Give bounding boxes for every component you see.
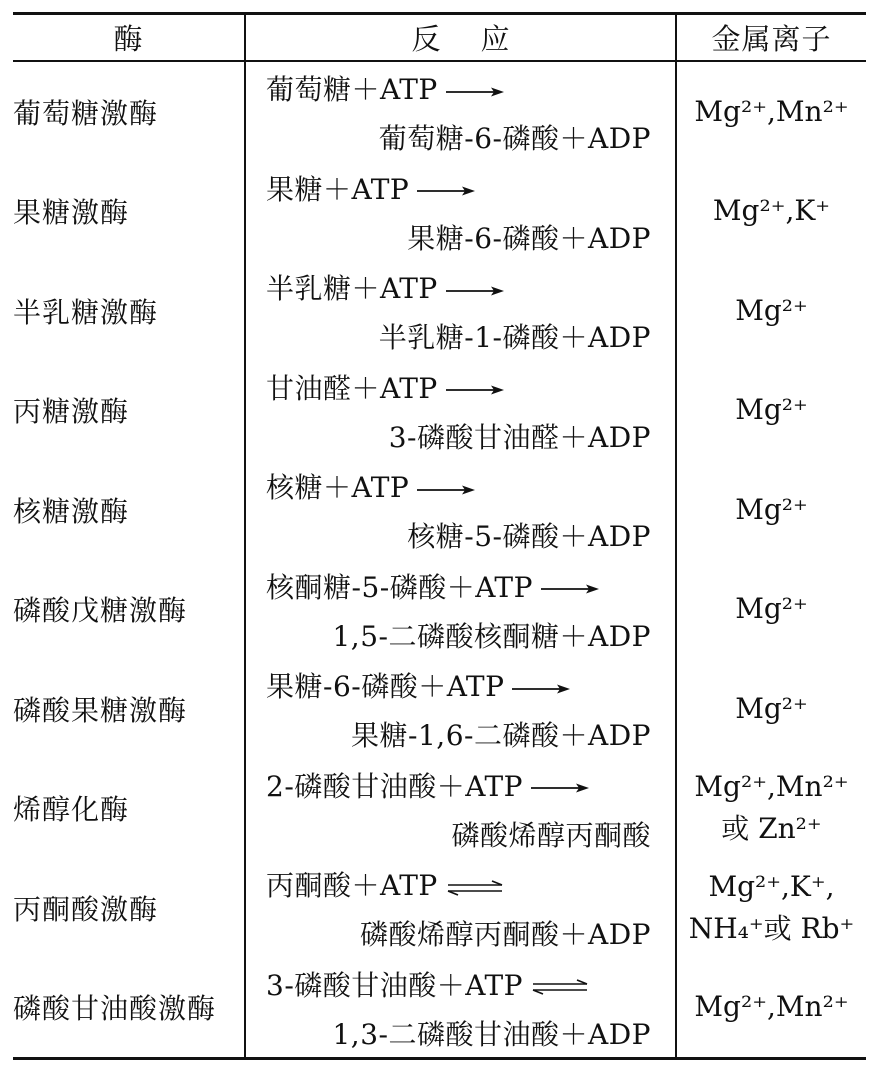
metal-ion-line: Mg²⁺,Mn²⁺ [694,94,849,128]
right-arrow-icon [444,382,506,398]
reaction-products: 1,5-二磷酸核酮糖＋ADP [332,619,651,653]
right-arrow-icon [510,681,572,697]
reaction-substrates: 半乳糖＋ATP [266,272,438,305]
table-row [13,858,866,958]
reaction-substrates: 核酮糖-5-磷酸＋ATP [266,570,533,604]
enzyme-name: 磷酸果糖激酶 [13,693,188,727]
table-row [13,361,866,461]
enzyme-name: 半乳糖激酶 [13,295,159,329]
reaction-products: 葡萄糖-6-磷酸＋ADP [378,122,651,155]
table-row [13,958,866,1058]
right-arrow-icon [539,581,601,597]
reaction-products: 果糖-1,6-二磷酸＋ADP [351,719,651,752]
reaction-products: 1,3-二磷酸甘油酸＋ADP [332,1017,651,1051]
metal-ion-line: NH₄⁺或 Rb⁺ [688,911,855,945]
reaction-products: 核糖-5-磷酸＋ADP [407,520,651,553]
reaction-substrates: 3-磷酸甘油酸＋ATP [266,968,523,1002]
reaction-line-1 [266,267,506,307]
metal-ions-cell [677,958,866,1058]
metal-ions-cell [677,460,866,560]
enzyme-table [13,12,866,1062]
metal-ion-line: Mg²⁺ [735,492,808,526]
enzyme-name: 葡萄糖激酶 [13,96,159,130]
enzyme-name: 丙酮酸激酶 [13,892,159,926]
reaction-substrates: 2-磷酸甘油酸＋ATP [266,769,523,803]
metal-ion-line: 或 Zn²⁺ [721,812,822,846]
table-row [13,659,866,759]
reaction-products: 磷酸烯醇丙酮酸＋ADP [359,918,651,951]
equilibrium-arrow-icon [529,979,591,995]
metal-ions-cell [677,261,866,361]
reaction-substrates: 果糖＋ATP [266,172,410,206]
table-row [13,560,866,660]
header-reaction: 反应 [411,22,550,56]
right-arrow-icon [415,183,477,199]
reaction-line-1 [266,765,591,805]
right-arrow-icon [529,780,591,796]
enzyme-name: 果糖激酶 [13,196,130,230]
enzyme-name: 核糖激酶 [13,494,130,528]
table-row [13,759,866,859]
metal-ion-line: Mg²⁺ [735,393,808,427]
reaction-substrates: 果糖-6-磷酸＋ATP [266,670,505,703]
reaction-line-1 [266,168,477,208]
right-arrow-icon [444,283,506,299]
table-row [13,460,866,560]
reaction-substrates: 甘油醛＋ATP [266,371,438,405]
metal-ions-cell [677,560,866,660]
right-arrow-icon [444,84,506,100]
metal-ion-line: Mg²⁺,K⁺ [712,194,831,228]
table-row [13,162,866,262]
metal-ions-cell [677,759,866,859]
metal-ions-cell [677,62,866,162]
equilibrium-arrow-icon [444,880,506,896]
enzyme-name: 磷酸戊糖激酶 [13,594,188,628]
metal-ion-line: Mg²⁺,Mn²⁺ [694,990,849,1024]
header-metal-ions: 金属离子 [711,22,832,56]
enzyme-name: 丙糖激酶 [13,395,130,429]
reaction-substrates: 核糖＋ATP [266,471,410,504]
metal-ion-line: Mg²⁺ [735,293,808,327]
right-arrow-icon [415,482,477,498]
enzyme-name: 磷酸甘油酸激酶 [13,992,217,1026]
reaction-line-1 [266,68,506,108]
enzyme-name: 烯醇化酶 [13,793,130,827]
header-enzyme: 酶 [113,22,144,56]
reaction-line-1 [266,864,506,904]
reaction-products: 果糖-6-磷酸＋ADP [407,221,651,255]
reaction-line-1 [266,665,572,705]
metal-ion-line: Mg²⁺,Mn²⁺ [694,770,849,804]
reaction-line-1 [266,367,506,407]
table-bottom-rule [13,1057,866,1060]
reaction-line-1 [266,566,601,606]
metal-ion-line: Mg²⁺,K⁺, [708,869,835,903]
table-row [13,261,866,361]
reaction-substrates: 丙酮酸＋ATP [266,869,438,902]
reaction-products: 半乳糖-1-磷酸＋ADP [378,321,651,354]
metal-ions-cell [677,361,866,461]
reaction-products: 3-磷酸甘油醛＋ADP [388,420,651,454]
metal-ion-line: Mg²⁺ [735,592,808,626]
metal-ions-cell [677,659,866,759]
reaction-line-1 [266,466,477,506]
table-row [13,62,866,162]
metal-ions-cell [677,162,866,262]
reaction-line-1 [266,964,591,1004]
reaction-products: 磷酸烯醇丙酮酸 [451,818,651,852]
reaction-substrates: 葡萄糖＋ATP [266,73,438,106]
metal-ions-cell [677,858,866,958]
metal-ion-line: Mg²⁺ [735,691,808,725]
